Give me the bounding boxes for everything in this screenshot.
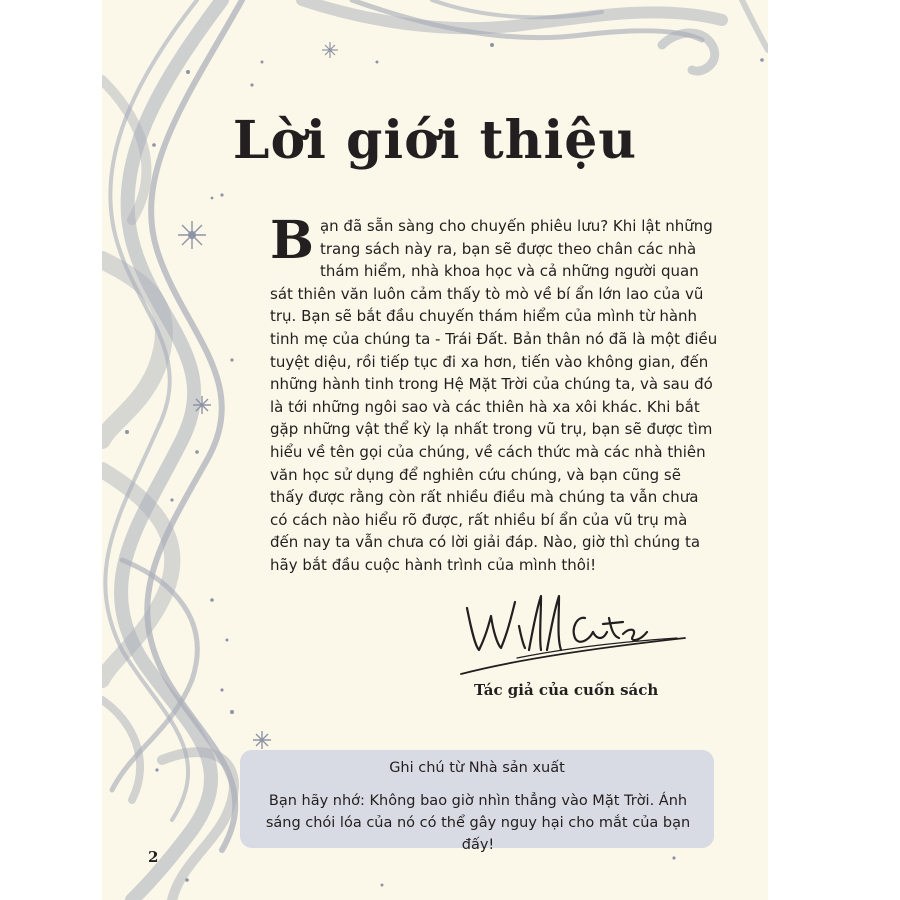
page-title: Lời giới thiệu <box>232 110 638 171</box>
starburst-icon <box>178 221 206 249</box>
drop-cap: B <box>270 210 314 271</box>
intro-text: ạn đã sẵn sàng cho chuyến phiêu lưu? Khi lật những trang sách này ra, bạn sẽ được theo chân các nhà thám hiểm, nhà khoa học và cả những người quan sát thiên văn luôn cảm thấy tò mò về bí ẩn lớn lao của vũ trụ. Bạn sẽ bắt đầu chuyến thám hiểm của mình từ hành tinh mẹ của chúng ta - Trái Đất. Bản thân nó đã là một điều tuyệt diệu, rồi tiếp tục đi xa hơn, tiến vào không gian, đến những hành tinh trong Hệ Mặt Trời của chúng ta, và sau đó là tới những ngôi sao và các thiên hà xa xôi khác. Khi bắt gặp những vật thể kỳ lạ nhất trong vũ trụ, bạn sẽ được tìm hiểu về tên gọi của chúng, về cách thức mà các nhà thiên văn học sử dụng để nghiên cứu chúng, và bạn cũng sẽ thấy được rằng còn rất nhiều điều mà chúng ta vẫn chưa có cách nào hiểu rõ được, rất nhiều bí ẩn của vũ trụ mà đến nay ta vẫn chưa có lời giải đáp. Nào, giờ thì chúng ta hãy bắt đầu cuộc hành trình của mình thôi! <box>270 217 718 574</box>
sparkle-icon <box>253 731 271 749</box>
page-number: 2 <box>148 848 159 866</box>
note-title: Ghi chú từ Nhà sản xuất <box>389 760 565 776</box>
author-role: Tác giả của cuốn sách <box>474 681 659 699</box>
book-page <box>102 0 768 900</box>
note-text: Bạn hãy nhớ: Không bao giờ nhìn thẳng vào Mặt Trời. Ánh sáng chói lóa của nó có thể gây nguy hại cho mắt của bạn đấy! <box>265 793 691 853</box>
author-signature <box>457 588 687 680</box>
sparkle-icon <box>322 42 338 58</box>
producer-note-box <box>240 750 714 853</box>
intro-paragraph <box>270 210 718 577</box>
